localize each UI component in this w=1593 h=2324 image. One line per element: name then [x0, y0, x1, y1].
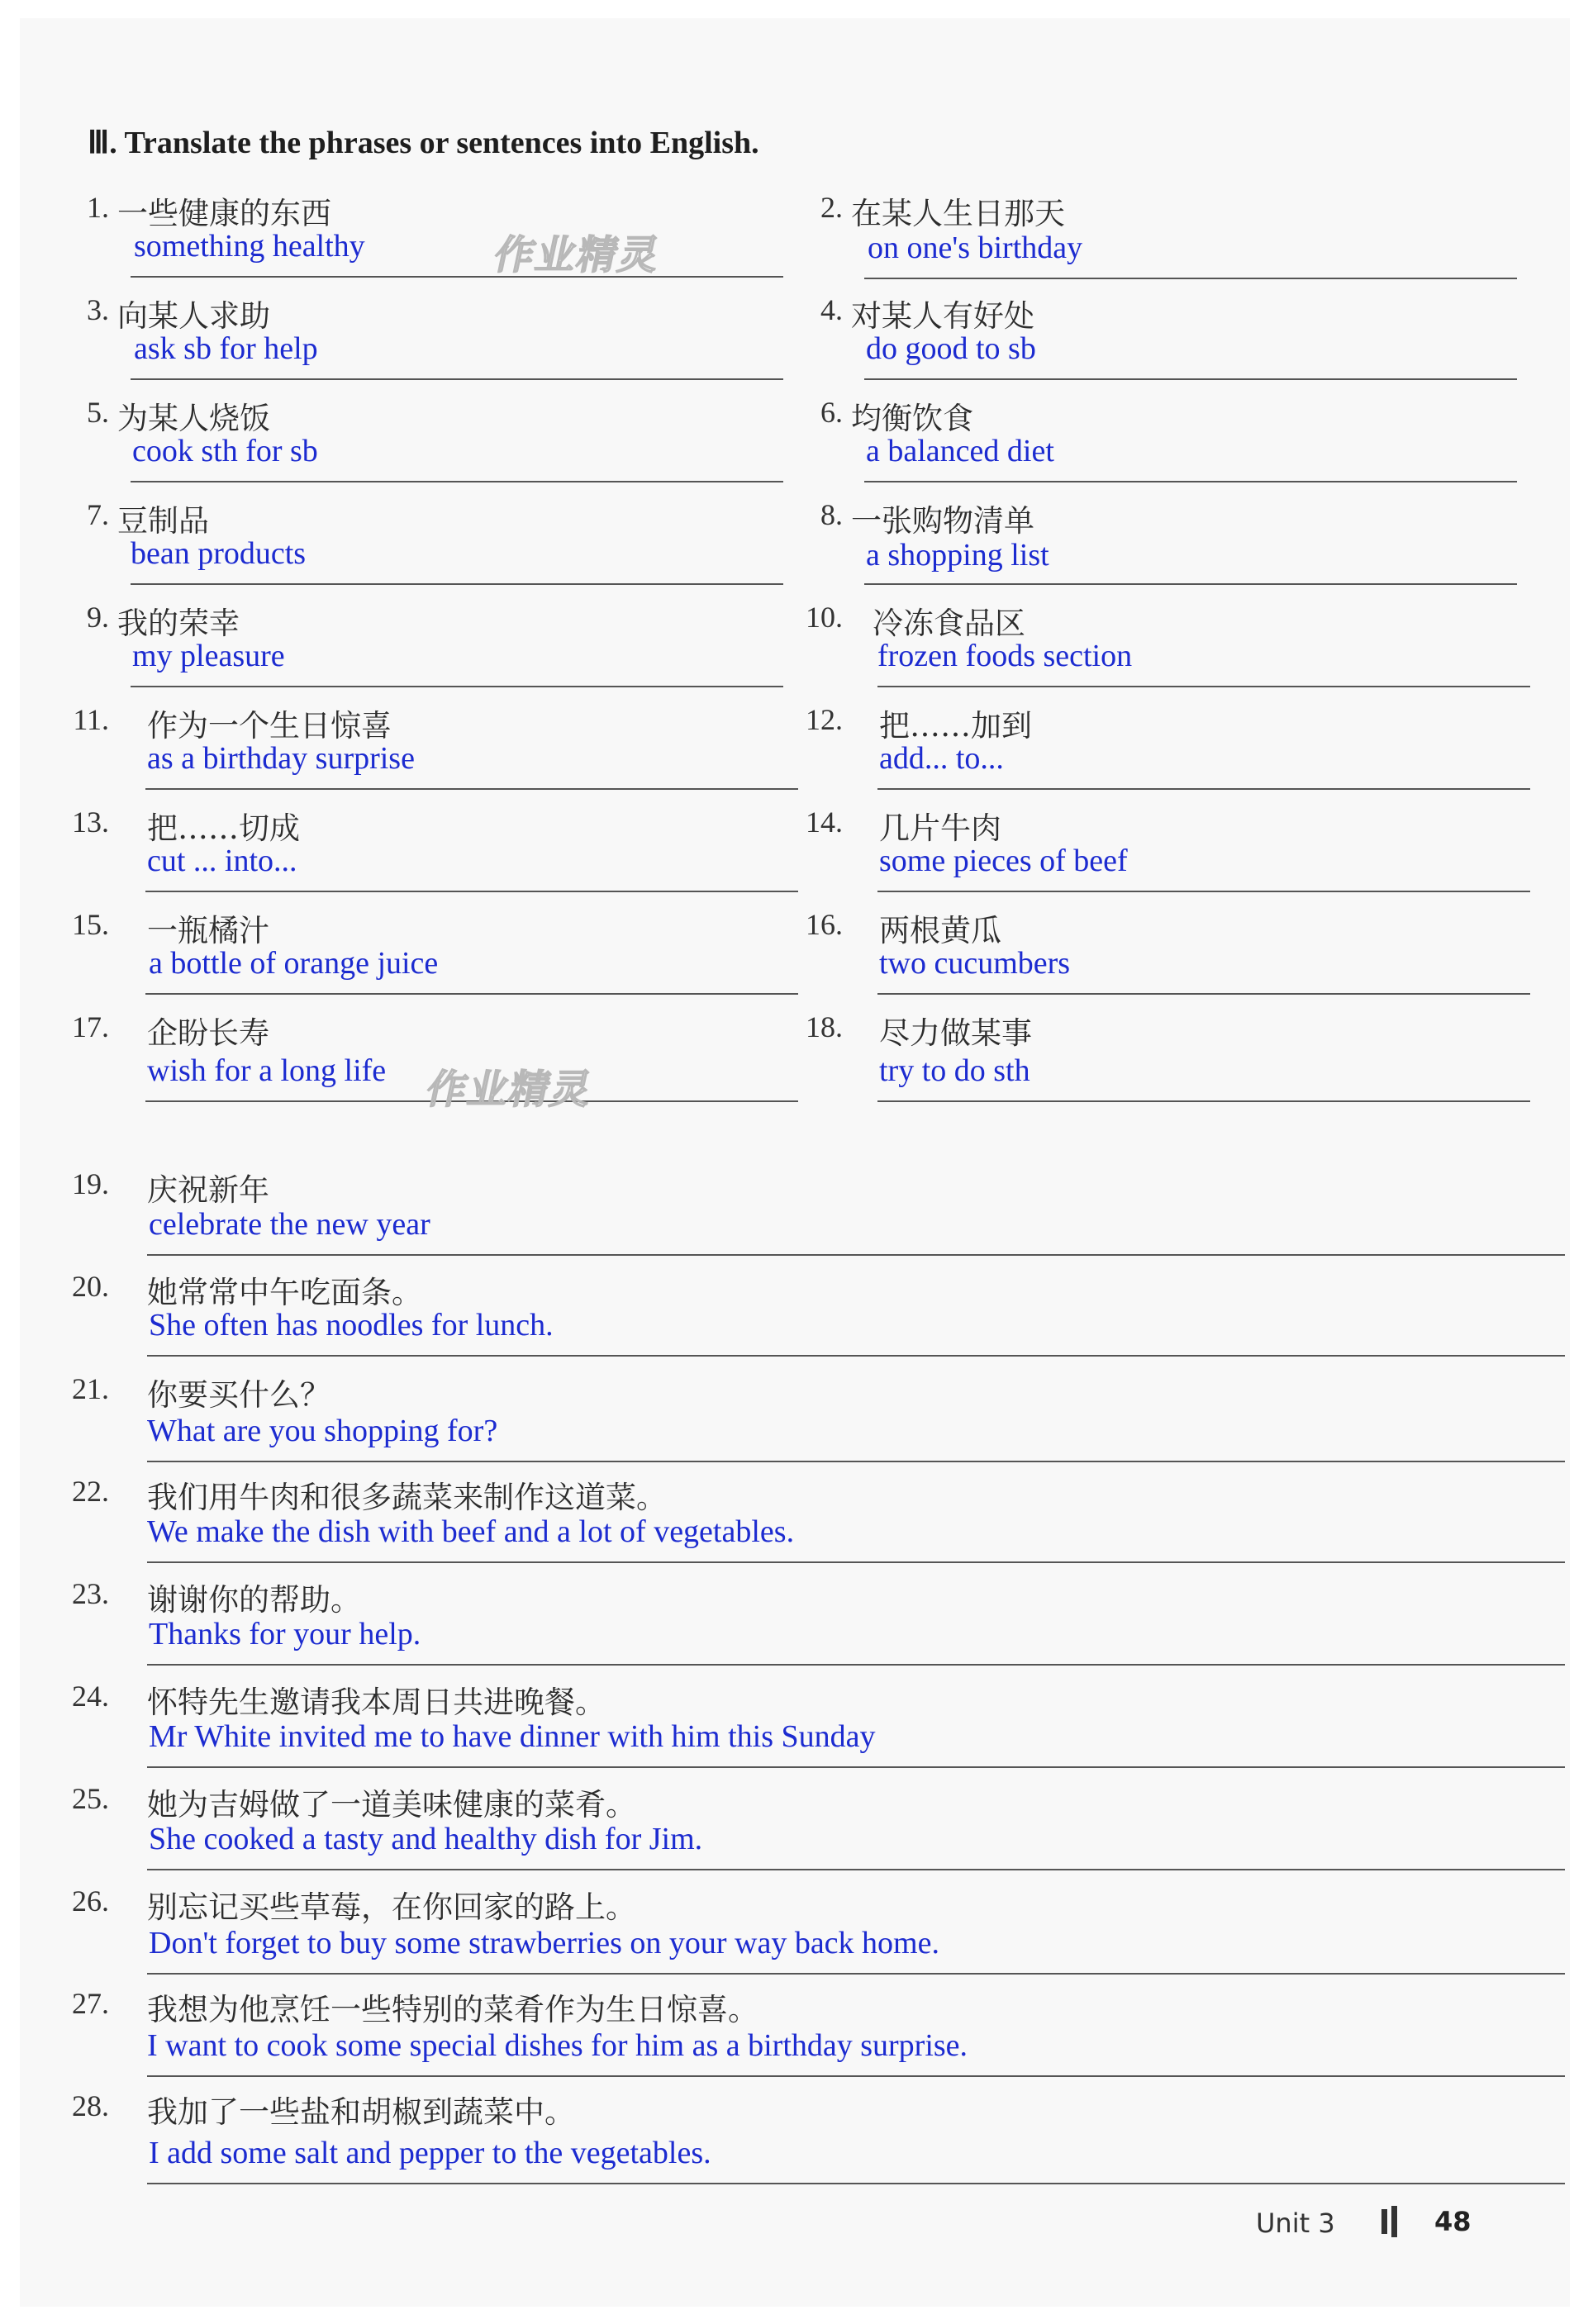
item-number: 16. — [806, 908, 843, 941]
item-number: 2. — [820, 191, 843, 224]
item-number: 8. — [820, 498, 843, 531]
answer-line — [147, 1355, 1565, 1357]
item-answer: as a birthday surprise — [147, 741, 415, 776]
item-number: 27. — [72, 1987, 109, 2020]
item-chinese: 别忘记买些草莓，在你回家的路上。 — [147, 1889, 636, 1925]
item-number: 18. — [806, 1010, 843, 1043]
item-chinese: 一瓶橘汁 — [147, 913, 269, 948]
answer-line — [145, 993, 798, 995]
item-number: 9. — [87, 601, 109, 634]
item-number: 3. — [87, 293, 109, 326]
item-number: 21. — [72, 1372, 109, 1405]
item-chinese: 我们用牛肉和很多蔬菜来制作这道菜。 — [147, 1480, 667, 1515]
item-chinese: 在某人生日那天 — [851, 196, 1065, 231]
item-answer: frozen foods section — [877, 639, 1133, 673]
answer-line — [147, 1664, 1565, 1666]
item-number: 14. — [806, 806, 843, 839]
item-chinese: 一些健康的东西 — [117, 196, 331, 231]
item-answer: a shopping list — [866, 538, 1049, 573]
item-number: 24. — [72, 1680, 109, 1713]
item-answer: a balanced diet — [866, 434, 1054, 468]
item-chinese: 企盼长寿 — [147, 1015, 269, 1051]
item-chinese: 均衡饮食 — [851, 401, 973, 436]
item-chinese: 作为一个生日惊喜 — [147, 708, 392, 744]
item-answer: Don't forget to buy some strawberries on your way back home. — [149, 1926, 939, 1960]
item-chinese: 她常常中午吃面条。 — [147, 1275, 422, 1310]
item-chinese: 庆祝新年 — [147, 1172, 269, 1208]
item-chinese: 一张购物清单 — [851, 503, 1034, 539]
item-chinese: 两根黄瓜 — [879, 913, 1001, 948]
item-number: 19. — [72, 1167, 109, 1200]
item-chinese: 对某人有好处 — [851, 298, 1034, 334]
answer-line — [131, 583, 783, 585]
item-answer: two cucumbers — [879, 946, 1071, 981]
item-number: 12. — [806, 703, 843, 736]
answer-line — [131, 481, 783, 482]
answer-line — [877, 788, 1530, 790]
answer-line — [145, 788, 798, 790]
answer-line — [864, 378, 1517, 380]
item-answer: some pieces of beef — [879, 844, 1128, 878]
answer-line — [877, 686, 1530, 687]
answer-line — [145, 891, 798, 892]
answer-line — [147, 1973, 1565, 1975]
item-answer: We make the dish with beef and a lot of vegetables. — [147, 1514, 795, 1549]
item-chinese: 几片牛肉 — [879, 810, 1001, 846]
answer-line — [864, 583, 1517, 585]
page-number: 48 — [1434, 2206, 1472, 2237]
item-answer: celebrate the new year — [149, 1207, 430, 1242]
answer-line — [131, 276, 783, 278]
item-chinese: 谢谢你的帮助。 — [147, 1582, 361, 1618]
item-answer: try to do sth — [879, 1053, 1030, 1088]
footer-bars-icon — [1381, 2206, 1400, 2237]
item-number: 13. — [72, 806, 109, 839]
item-chinese: 把……切成 — [147, 810, 300, 846]
item-chinese: 为某人烧饭 — [117, 401, 270, 436]
item-chinese: 向某人求助 — [117, 298, 270, 334]
answer-line — [131, 378, 783, 380]
unit-label: Unit 3 — [1256, 2208, 1335, 2239]
item-answer: do good to sb — [866, 331, 1036, 366]
answer-line — [147, 1561, 1565, 1563]
item-number: 11. — [73, 703, 109, 736]
item-number: 17. — [72, 1010, 109, 1043]
answer-line — [147, 1461, 1565, 1462]
item-number: 1. — [87, 191, 109, 224]
item-number: 10. — [806, 601, 843, 634]
answer-line — [864, 278, 1517, 279]
item-number: 23. — [72, 1577, 109, 1610]
item-answer: Thanks for your help. — [149, 1617, 421, 1652]
item-answer: Mr White invited me to have dinner with him this Sunday — [149, 1719, 876, 1754]
item-answer: something healthy — [134, 229, 365, 264]
item-chinese: 我想为他烹饪一些特别的菜肴作为生日惊喜。 — [147, 1992, 758, 2027]
item-answer: on one's birthday — [868, 230, 1083, 265]
answer-line — [147, 2075, 1565, 2077]
item-number: 4. — [820, 293, 843, 326]
item-number: 20. — [72, 1270, 109, 1303]
item-chinese: 她为吉姆做了一道美味健康的菜肴。 — [147, 1787, 636, 1823]
item-answer: a bottle of orange juice — [149, 946, 439, 981]
answer-line — [877, 891, 1530, 892]
item-number: 7. — [87, 498, 109, 531]
answer-line — [147, 1869, 1565, 1870]
section-heading: Ⅲ. Translate the phrases or sentences into English. — [88, 126, 759, 160]
answer-line — [147, 2183, 1565, 2184]
answer-line — [877, 1100, 1530, 1102]
item-chinese: 冷冻食品区 — [873, 606, 1025, 641]
item-number: 22. — [72, 1475, 109, 1508]
item-chinese: 豆制品 — [117, 503, 209, 539]
item-number: 5. — [87, 396, 109, 429]
item-number: 26. — [72, 1884, 109, 1918]
answer-line — [147, 1254, 1565, 1256]
item-answer: my pleasure — [132, 639, 285, 673]
item-chinese: 怀特先生邀请我本周日共进晚餐。 — [147, 1685, 606, 1720]
item-number: 28. — [72, 2089, 109, 2122]
item-chinese: 我的荣幸 — [117, 606, 240, 641]
item-number: 25. — [72, 1782, 109, 1815]
item-answer: I want to cook some special dishes for him as a birthday surprise. — [147, 2028, 968, 2063]
item-answer: She cooked a tasty and healthy dish for Jim. — [149, 1822, 703, 1856]
item-chinese: 我加了一些盐和胡椒到蔬菜中。 — [147, 2094, 575, 2130]
item-number: 15. — [72, 908, 109, 941]
item-answer: bean products — [131, 536, 307, 571]
answer-line — [864, 481, 1517, 482]
item-chinese: 你要买什么？ — [147, 1377, 330, 1413]
answer-line — [877, 993, 1530, 995]
item-number: 6. — [820, 396, 843, 429]
answer-line — [131, 686, 783, 687]
item-answer: ask sb for help — [134, 331, 318, 366]
item-chinese: 尽力做某事 — [879, 1015, 1032, 1051]
answer-line — [147, 1766, 1565, 1768]
watermark-logo: 作业精灵 — [490, 232, 666, 278]
item-answer: I add some salt and pepper to the vegetables. — [149, 2136, 711, 2170]
item-answer: cut ... into... — [147, 844, 297, 878]
item-chinese: 把……加到 — [879, 708, 1032, 744]
item-answer: What are you shopping for? — [147, 1414, 498, 1448]
item-answer: wish for a long life — [147, 1053, 387, 1088]
watermark-logo: 作业精灵 — [422, 1067, 598, 1113]
item-answer: add... to... — [879, 741, 1004, 776]
item-answer: cook sth for sb — [132, 434, 318, 468]
item-answer: She often has noodles for lunch. — [149, 1308, 554, 1343]
